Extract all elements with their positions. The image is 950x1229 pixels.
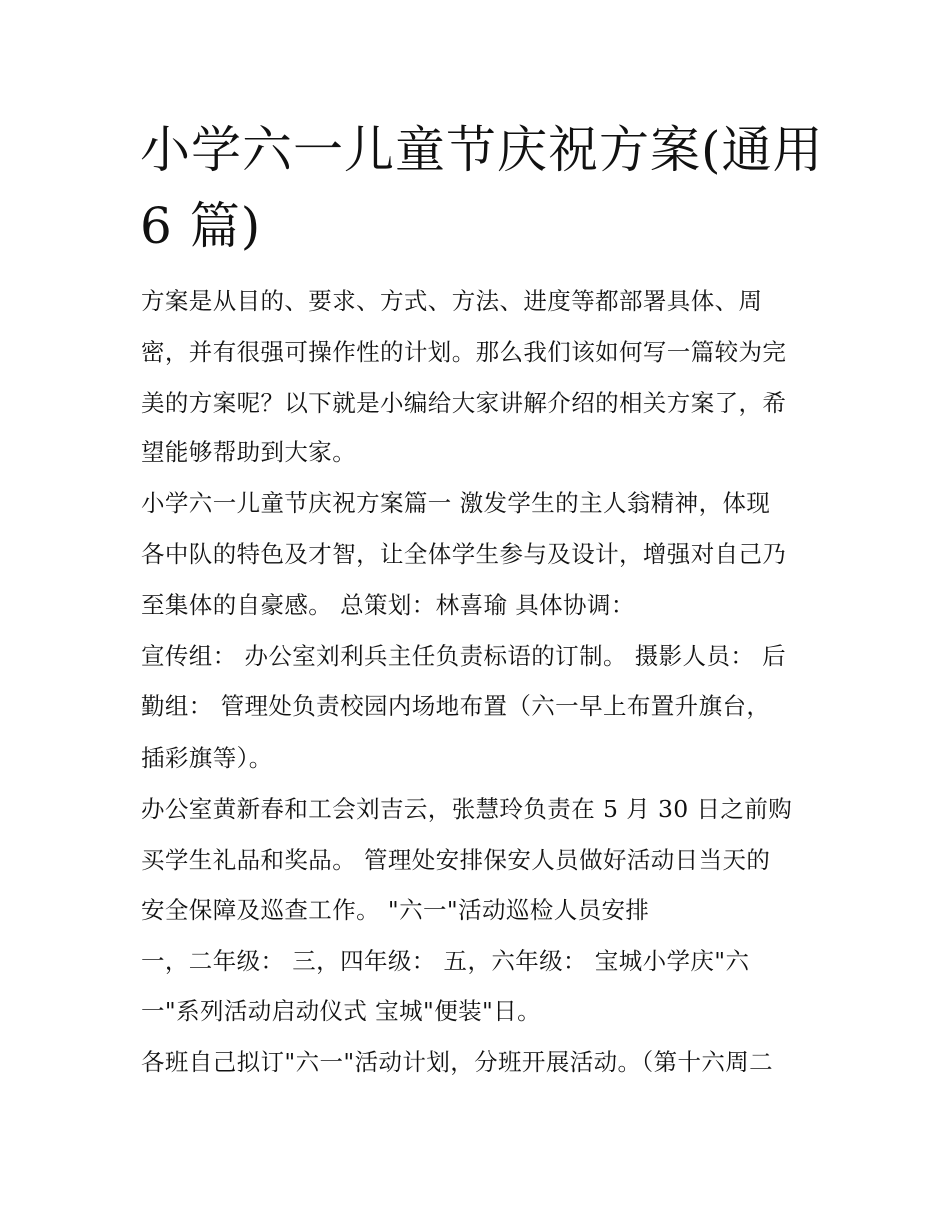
text-line: 宣传组： 办公室刘利兵主任负责标语的订制。 摄影人员： 后 [141, 642, 787, 670]
text-line: 勤组： 管理处负责校园内场地布置（六一早上布置升旗台， [141, 692, 771, 720]
title-line-1: 小学六一儿童节庆祝方案(通用 [140, 121, 824, 179]
text-line: 方案是从目的、要求、方式、方法、进度等都部署具体、周 [141, 287, 763, 315]
text-line: 插彩旗等）。 [141, 744, 273, 772]
text-line: 望能够帮助到大家。 [141, 438, 357, 466]
text-line: 一，二年级： 三，四年级： 五，六年级： 宝城小学庆"六 [141, 947, 750, 975]
text-line: 密，并有很强可操作性的计划。那么我们该如何写一篇较为完 [141, 338, 787, 366]
text-line: 一"系列活动启动仪式 宝城"便装"日。 [141, 997, 541, 1025]
text-line: 办公室黄新春和工会刘吉云，张慧玲负责在 5 月 30 日之前购 [141, 795, 793, 823]
text-line: 各中队的特色及才智，让全体学生参与及设计，增强对自己乃 [141, 540, 787, 568]
document-title [140, 112, 824, 264]
title-line-2: 6 篇) [140, 197, 262, 255]
text-line: 美的方案呢？以下就是小编给大家讲解介绍的相关方案了，希 [141, 389, 787, 417]
text-line: 小学六一儿童节庆祝方案篇一 激发学生的主人翁精神，体现 [141, 489, 771, 517]
text-line: 各班自己拟订"六一"活动计划，分班开展活动。（第十六周二 [141, 1048, 774, 1076]
text-line: 买学生礼品和奖品。 管理处安排保安人员做好活动日当天的 [141, 846, 771, 874]
text-line: 至集体的自豪感。 总策划：林喜瑜 具体协调： [141, 591, 635, 619]
text-line: 安全保障及巡查工作。 "六一"活动巡检人员安排 [141, 896, 650, 924]
